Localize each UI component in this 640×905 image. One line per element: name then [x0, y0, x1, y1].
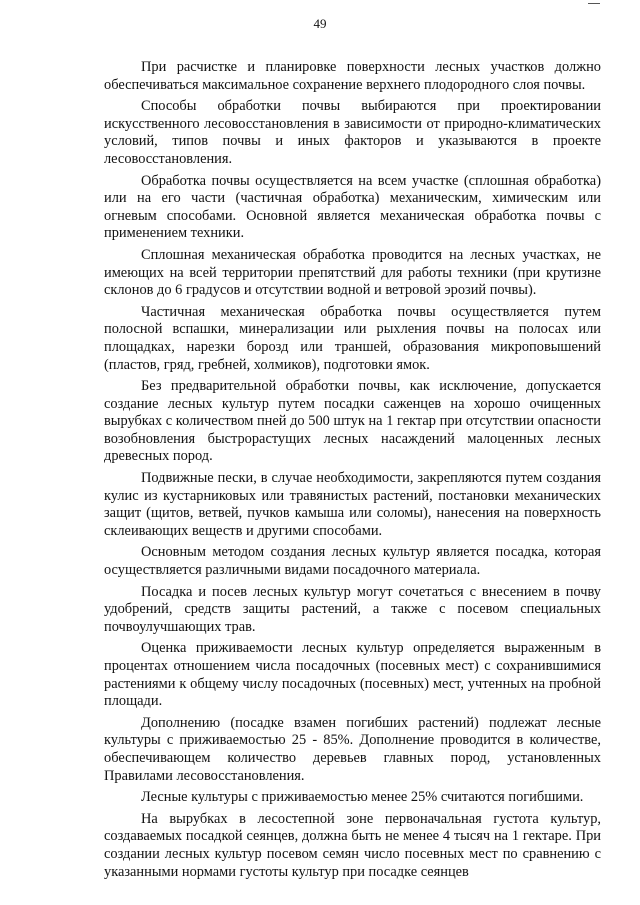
- body-text: [104, 59, 601, 881]
- paragraph: Обработка почвы осуществляется на всем участке (сплошная обработка) или на его части (частичная обработка) механическим, химическим или огневым способами. Основной является механическая обработка почвы с применением техники.: [104, 172, 601, 242]
- paragraph: При расчистке и планировке поверхности лесных участков должно обеспечиваться максимальное сохранение верхнего плодородного слоя почвы.: [104, 59, 601, 93]
- scan-mark: [588, 3, 600, 4]
- paragraph: Подвижные пески, в случае необходимости, закрепляются путем создания кулис из кустарниковых или травянистых растений, постановки механических защит (щитов, ветвей, пучков камыша или соломы), нанесения на поверхность склеивающих веществ и другими способами.: [104, 470, 601, 539]
- paragraph: Способы обработки почвы выбираются при проектировании искусственного лесовосстановления в зависимости от природно-климатических условий, типов почвы и иных факторов и указываются в проекте лесовосстановления.: [104, 98, 601, 167]
- paragraph: Дополнению (посадке взамен погибших растений) подлежат лесные культуры с приживаемостью 25 - 85%. Дополнение проводится в количестве, обеспечивающем количество деревьев главных пород, установленных Правилами лесовосстановления.: [104, 714, 601, 784]
- paragraph: Оценка приживаемости лесных культур определяется выраженным в процентах отношением числа посадочных (посевных мест) с сохранившимися растениями к общему числу посадочных (посевных) мест, учтенных на пробной площади.: [104, 640, 601, 710]
- page-number: 49: [313, 16, 327, 31]
- paragraph: Без предварительной обработки почвы, как исключение, допускается создание лесных культур путем посадки саженцев на хорошо очищенных вырубках с количеством пней до 500 штук на 1 гектар при отсутствии опасности возобновления быстрорастущих лесных насаждений малоценных лесных древесных пород.: [104, 378, 601, 465]
- paragraph: На вырубках в лесостепной зоне первоначальная густота культур, создаваемых посадкой сеянцев, должна быть не менее 4 тысяч на 1 гектаре. При создании лесных культур посевом семян число посевных мест по сравнению с указанными нормами густоты культур при посадке сеянцев: [104, 810, 601, 880]
- paragraph: Основным методом создания лесных культур является посадка, которая осуществляется различными видами посадочного материала.: [104, 544, 601, 579]
- paragraph: Лесные культуры с приживаемостью менее 25% считаются погибшими.: [141, 789, 584, 806]
- paragraph: Посадка и посев лесных культур могут сочетаться с внесением в почву удобрений, средств защиты растений, а также с посевом специальных почвоулучшающих трав.: [104, 583, 601, 635]
- paragraph: Частичная механическая обработка почвы осуществляется путем полосной вспашки, минерализации или рыхления почвы на полосах или площадках, нарезки борозд или траншей, образования микроповышений (пластов, гряд, гребней, холмиков), подготовки ямок.: [104, 303, 601, 373]
- paragraph: Сплошная механическая обработка проводится на лесных участках, не имеющих на всей территории препятствий для работы техники (при крутизне склонов до 6 градусов и отсутствии водной и ветровой эрозий почвы).: [104, 246, 601, 299]
